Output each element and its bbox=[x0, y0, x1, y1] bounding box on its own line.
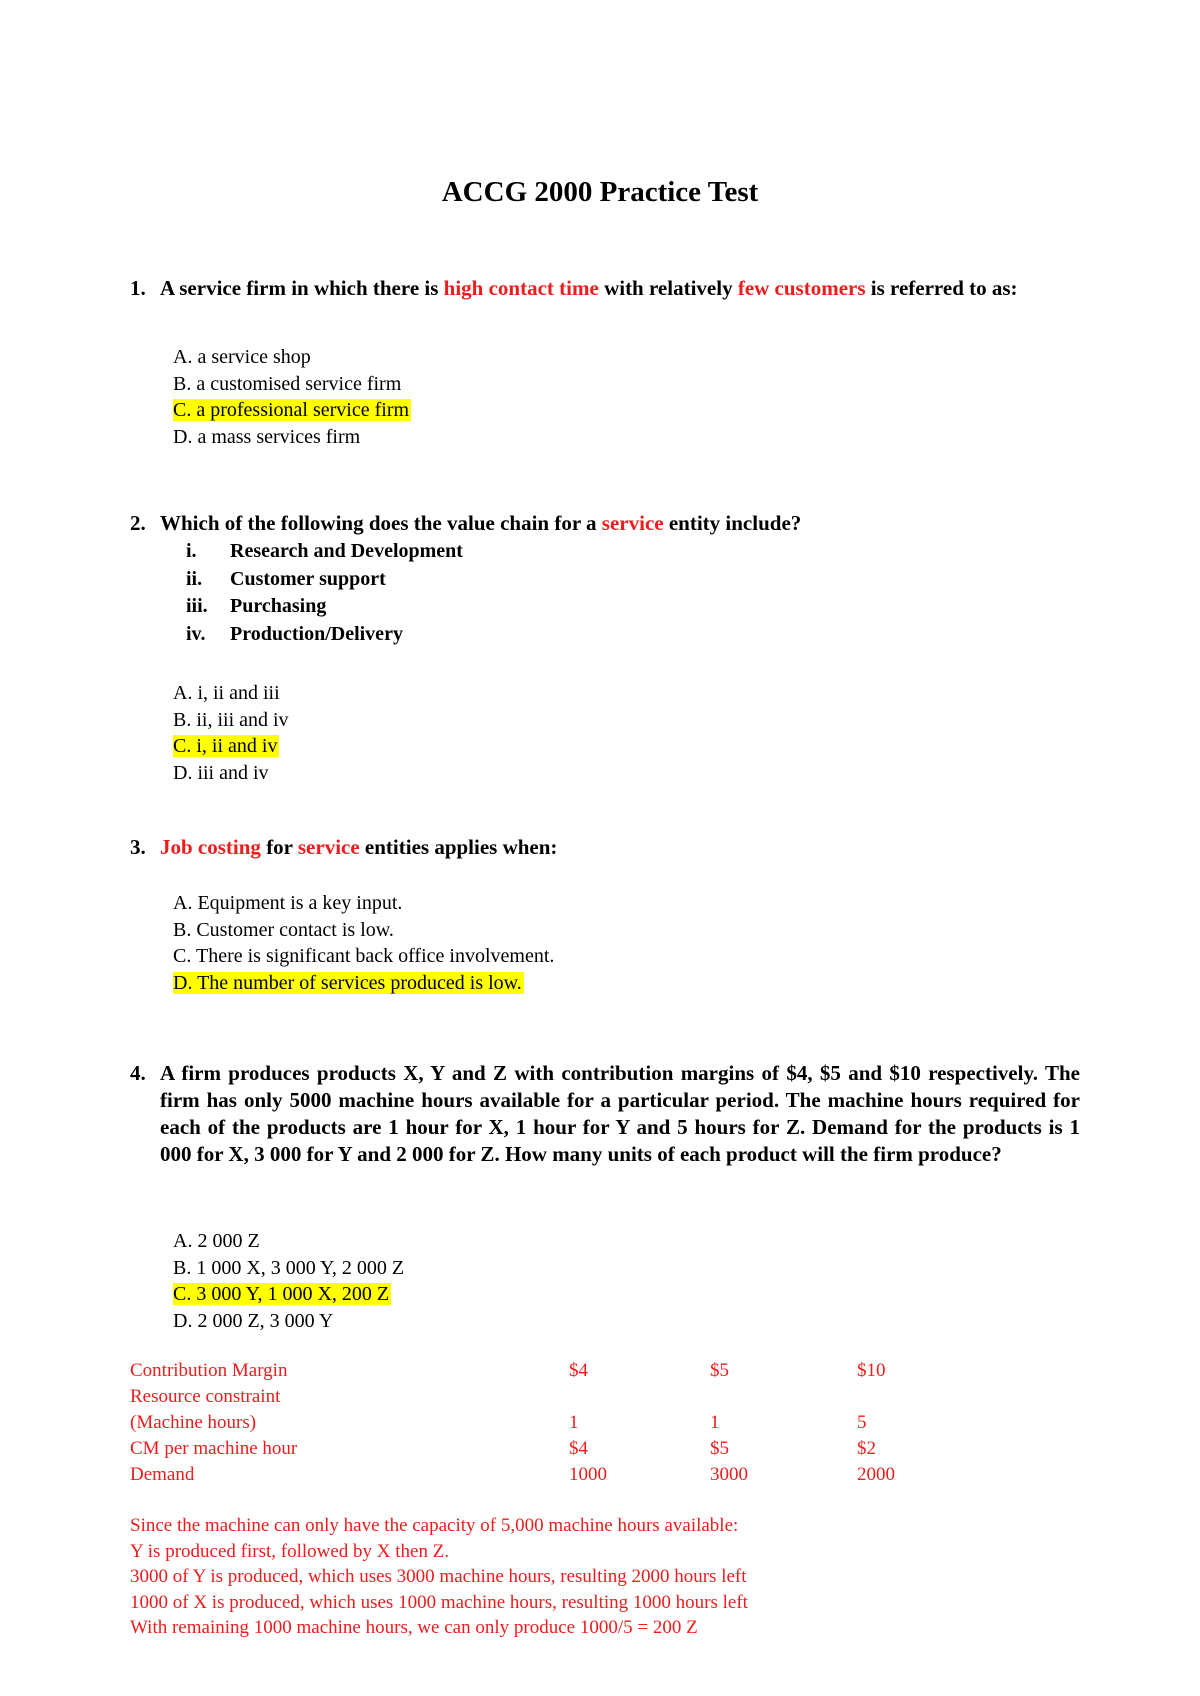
explanation-line: Y is produced first, followed by X then Z. bbox=[130, 1540, 450, 1562]
explanation-line: 3000 of Y is produced, which uses 3000 machine hours, resulting 2000 hours left bbox=[130, 1566, 747, 1587]
option-text: A. i, ii and iii bbox=[173, 682, 280, 704]
question-text-part: A service firm in which there is bbox=[160, 276, 444, 300]
item-number: iii. bbox=[186, 595, 208, 617]
option-b bbox=[173, 707, 291, 734]
highlighted-answer: C. 3 000 Y, 1 000 X, 200 Z bbox=[173, 1283, 390, 1305]
question-text bbox=[160, 834, 1080, 861]
option-text: B. Customer contact is low. bbox=[173, 918, 394, 941]
value-z: $2 bbox=[857, 1438, 876, 1459]
option-text: A. Equipment is a key input. bbox=[173, 892, 403, 914]
option-b bbox=[173, 1255, 406, 1282]
explanation-line: 1000 of X is produced, which uses 1000 machine hours, resulting 1000 hours left bbox=[130, 1591, 748, 1613]
question-number: 1. bbox=[130, 276, 146, 300]
row-label: Resource constraint bbox=[130, 1386, 281, 1407]
option-b bbox=[173, 371, 411, 398]
highlighted-answer: C. a professional service firm bbox=[173, 399, 410, 421]
item-number: i. bbox=[186, 540, 197, 562]
highlighted-answer: D. The number of services produced is low. bbox=[173, 971, 522, 994]
value-x: $4 bbox=[569, 1438, 588, 1459]
question-text-part: entity include? bbox=[663, 511, 802, 535]
question-1 bbox=[130, 275, 1080, 302]
option-text: A. a service shop bbox=[173, 346, 311, 368]
table-row bbox=[130, 1410, 1080, 1436]
row-label: CM per machine hour bbox=[130, 1438, 298, 1459]
option-text: B. ii, iii and iv bbox=[173, 708, 289, 731]
emphasis-text: service bbox=[297, 835, 360, 859]
item-text: Research and Development bbox=[230, 540, 463, 562]
question-number: 3. bbox=[130, 835, 146, 859]
table-row bbox=[130, 1436, 1080, 1462]
option-text: B. 1 000 X, 3 000 Y, 2 000 Z bbox=[173, 1256, 405, 1279]
table-row bbox=[130, 1358, 1080, 1384]
question-number: 4. bbox=[130, 1061, 146, 1085]
question-text-part: with relatively bbox=[598, 276, 738, 300]
question-text bbox=[160, 510, 1080, 537]
row-label: Contribution Margin bbox=[130, 1360, 288, 1381]
option-text: D. 2 000 Z, 3 000 Y bbox=[173, 1309, 334, 1332]
option-text: A. 2 000 Z bbox=[173, 1230, 260, 1252]
row-label: (Machine hours) bbox=[130, 1412, 257, 1433]
option-a bbox=[173, 1228, 406, 1255]
answer-options-1 bbox=[173, 344, 411, 450]
emphasis-text: Job costing bbox=[160, 835, 261, 859]
answer-options-3 bbox=[173, 890, 556, 996]
value-z: $10 bbox=[857, 1360, 886, 1381]
option-d-correct bbox=[173, 970, 556, 997]
value-y: $5 bbox=[710, 1438, 729, 1459]
item-number: ii. bbox=[186, 567, 203, 590]
question-2 bbox=[130, 510, 1080, 537]
value-x: $4 bbox=[569, 1360, 588, 1381]
question-text bbox=[160, 275, 1080, 302]
question-text: A firm produces products X, Y and Z with contribution margins of $4, $5 and $10 respectively. The firm has only 5000 machine hours available for a particular period. The machine hours required for each of the products are 1 hour for X, 1 hour for Y and 5 hours for Z. Demand for the products is 1 000 for X, 3 000 for Y and 2 000 for Z. How many units of each product will the firm produce? bbox=[160, 1061, 1080, 1166]
option-d bbox=[173, 1308, 406, 1335]
option-d bbox=[173, 424, 411, 451]
highlighted-answer: C. i, ii and iv bbox=[173, 735, 278, 757]
value-z: 2000 bbox=[857, 1464, 895, 1485]
item-text: Production/Delivery bbox=[230, 622, 403, 645]
value-y: 3000 bbox=[710, 1464, 748, 1485]
option-c-correct bbox=[173, 733, 291, 760]
option-a bbox=[173, 680, 291, 707]
option-c-correct bbox=[173, 397, 411, 424]
table-row bbox=[130, 1384, 1080, 1410]
value-y: 1 bbox=[710, 1412, 720, 1433]
question-3 bbox=[130, 834, 1080, 861]
calculation-table bbox=[130, 1358, 1080, 1488]
question-text-part: is referred to as: bbox=[865, 276, 1018, 300]
answer-options-2 bbox=[173, 680, 291, 786]
value-x: 1 bbox=[569, 1412, 579, 1433]
option-text: D. a mass services firm bbox=[173, 425, 361, 448]
emphasis-text: few customers bbox=[737, 276, 866, 300]
value-y: $5 bbox=[710, 1360, 729, 1381]
emphasis-text: high contact time bbox=[443, 276, 599, 300]
option-d bbox=[173, 760, 291, 787]
item-text: Customer support bbox=[230, 567, 386, 590]
question-text-part: for bbox=[260, 835, 298, 859]
item-number: iv. bbox=[186, 622, 206, 645]
option-a bbox=[173, 344, 411, 371]
answer-options-4 bbox=[173, 1228, 406, 1334]
question-text-part: Which of the following does the value chain for a bbox=[160, 511, 602, 535]
option-a bbox=[173, 890, 556, 917]
row-label: Demand bbox=[130, 1464, 195, 1485]
explanation-line: Since the machine can only have the capacity of 5,000 machine hours available: bbox=[130, 1515, 739, 1536]
page-title: ACCG 2000 Practice Test bbox=[441, 176, 759, 208]
value-z: 5 bbox=[857, 1412, 867, 1433]
question-text-part: entities applies when: bbox=[359, 835, 558, 859]
option-text: C. There is significant back office involvement. bbox=[173, 945, 555, 967]
explanation-block bbox=[130, 1513, 748, 1641]
explanation-line: With remaining 1000 machine hours, we can only produce 1000/5 = 200 Z bbox=[130, 1617, 698, 1638]
option-c-correct bbox=[173, 1281, 406, 1308]
emphasis-text: service bbox=[601, 511, 664, 535]
option-c bbox=[173, 943, 556, 970]
value-x: 1000 bbox=[569, 1464, 607, 1485]
item-text: Purchasing bbox=[230, 595, 327, 617]
option-text: B. a customised service firm bbox=[173, 372, 402, 395]
table-row bbox=[130, 1462, 1080, 1488]
option-b bbox=[173, 917, 556, 944]
question-number: 2. bbox=[130, 511, 146, 535]
option-text: D. iii and iv bbox=[173, 761, 269, 784]
question-4 bbox=[130, 1060, 1080, 1168]
